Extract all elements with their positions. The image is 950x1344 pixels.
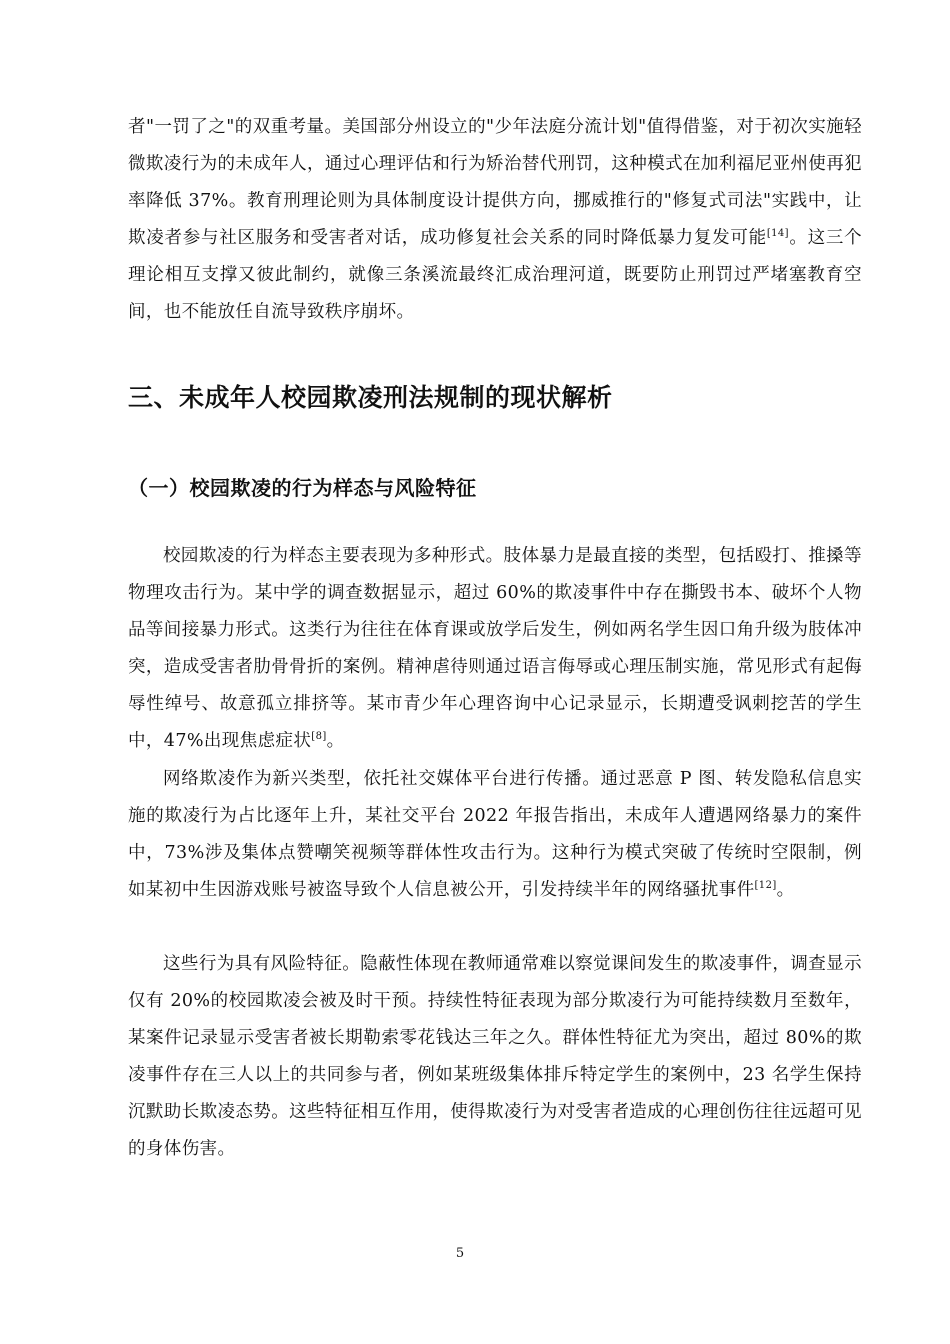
paragraph-1-text-b: 。 <box>326 731 345 751</box>
citation-12: [12] <box>754 880 777 891</box>
section-heading: 三、未成年人校园欺凌刑法规制的现状解析 <box>128 383 613 412</box>
citation-14: [14] <box>766 228 789 239</box>
paragraph-2-text-b: 。 <box>776 880 795 900</box>
paragraph-3-text: 这些行为具有风险特征。隐蔽性体现在教师通常难以察觉课间发生的欺凌事件，调查显示仅有 20%的校园欺凌会被及时干预。持续性特征表现为部分欺凌行为可能持续数月至数年，某案件记录显示受害者被长期勒索零花钱达三年之久。群体性特征尤为突出，超过 80%的欺凌事件存在三人以上的共同参与者，例如某班级集体排斥特定学生的案例中，23 名学生保持沉默助长欺凌态势。这些特征相互作用，使得欺凌行为对受害者造成的心理创伤往往远超可见的身体伤害。 <box>128 954 862 1159</box>
citation-8: [8] <box>311 731 327 742</box>
subsection-heading: （一）校园欺凌的行为样态与风险特征 <box>128 476 477 500</box>
body-paragraph-3 <box>128 946 862 1168</box>
body-paragraph-2 <box>128 761 862 909</box>
intro-paragraph-text-b: 。这三个理论相互支撑又彼此制约，就像三条溪流最终汇成治理河道，既要防止刑罚过严堵塞教育空间，也不能放任自流导致秩序崩坏。 <box>128 228 862 322</box>
page-number: 5 <box>455 1246 465 1261</box>
paragraph-2-text-a: 网络欺凌作为新兴类型，依托社交媒体平台进行传播。通过恶意 P 图、转发隐私信息实施的欺凌行为占比逐年上升，某社交平台 2022 年报告指出，未成年人遭遇网络暴力的案件中，73%涉及集体点赞嘲笑视频等群体性攻击行为。这种行为模式突破了传统时空限制，例如某初中生因游戏账号被盗导致个人信息被公开，引发持续半年的网络骚扰事件 <box>128 769 862 900</box>
intro-paragraph <box>128 109 862 331</box>
body-paragraph-1 <box>128 538 862 760</box>
intro-paragraph-text-a: 者"一罚了之"的双重考量。美国部分州设立的"少年法庭分流计划"值得借鉴，对于初次实施轻微欺凌行为的未成年人，通过心理评估和行为矫治替代刑罚，这种模式在加利福尼亚州使再犯率降低 37%。教育刑理论则为具体制度设计提供方向，挪威推行的"修复式司法"实践中，让欺凌者参与社区服务和受害者对话，成功修复社会关系的同时降低暴力复发可能 <box>128 117 862 248</box>
paragraph-1-text-a: 校园欺凌的行为样态主要表现为多种形式。肢体暴力是最直接的类型，包括殴打、推搡等物理攻击行为。某中学的调查数据显示，超过 60%的欺凌事件中存在撕毁书本、破坏个人物品等间接暴力形式。这类行为往往在体育课或放学后发生，例如两名学生因口角升级为肢体冲突，造成受害者肋骨骨折的案例。精神虐待则通过语言侮辱或心理压制实施，常见形式有起侮辱性绰号、故意孤立排挤等。某市青少年心理咨询中心记录显示，长期遭受讽刺挖苦的学生中，47%出现焦虑症状 <box>128 546 862 751</box>
